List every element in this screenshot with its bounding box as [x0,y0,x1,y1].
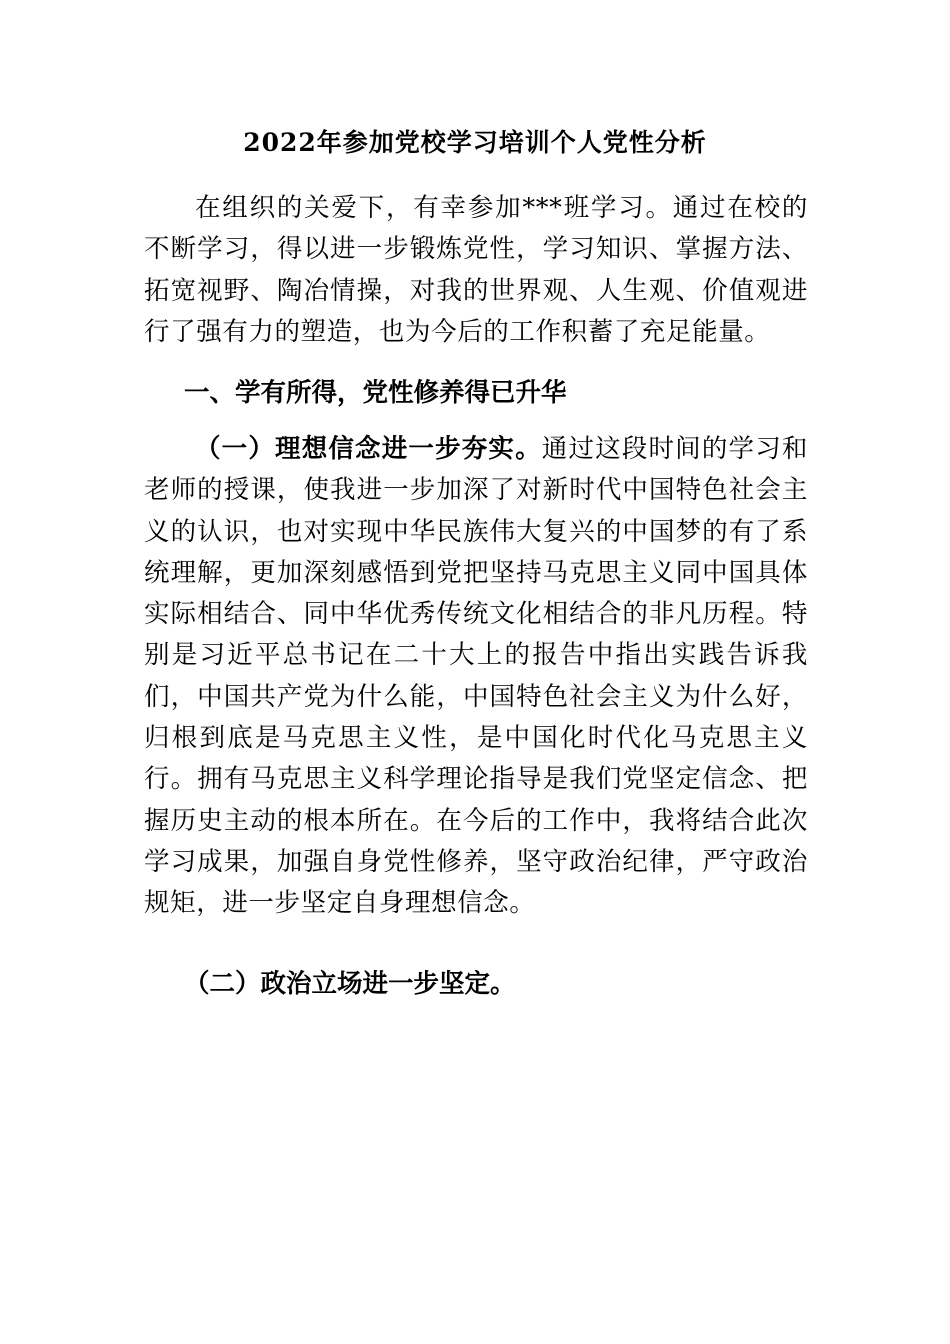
subsection-body: 通过这段时间的学习和老师的授课，使我进一步加深了对新时代中国特色社会主义的认识，也对实现中华民族伟大复兴的中国梦的有了系统理解，更加深刻感悟到党把坚持马克思主义同中国具体实际相结合、同中华优秀传统文化相结合的非凡历程。特别是习近平总书记在二十大上的报告中指出实践告诉我们，中国共产党为什么能，中国特色社会主义为什么好，归根到底是马克思主义性，是中国化时代化马克思主义行。拥有马克思主义科学理论指导是我们党坚定信念、把握历史主动的根本所在。在今后的工作中，我将结合此次学习成果，加强自身党性修养，坚守政治纪律，严守政治规矩，进一步坚定自身理想信念。 [144,434,808,919]
subsection-paragraph [144,429,808,925]
section-heading: 一、学有所得，党性修养得已升华 [184,378,567,408]
subsection-lead: （一）理想信念进一步夯实。 [195,434,542,464]
intro-paragraph: 在组织的关爱下，有幸参加***班学习。通过在校的不断学习，得以进一步锻炼党性，学习知识、掌握方法、拓宽视野、陶冶情操，对我的世界观、人生观、价值观进行了强有力的塑造，也为今后的工作积蓄了充足能量。 [144,193,808,347]
document-title: 2022年参加党校学习培训个人党性分析 [243,128,707,157]
subsection-heading: （二）政治立场进一步坚定。 [184,969,516,999]
